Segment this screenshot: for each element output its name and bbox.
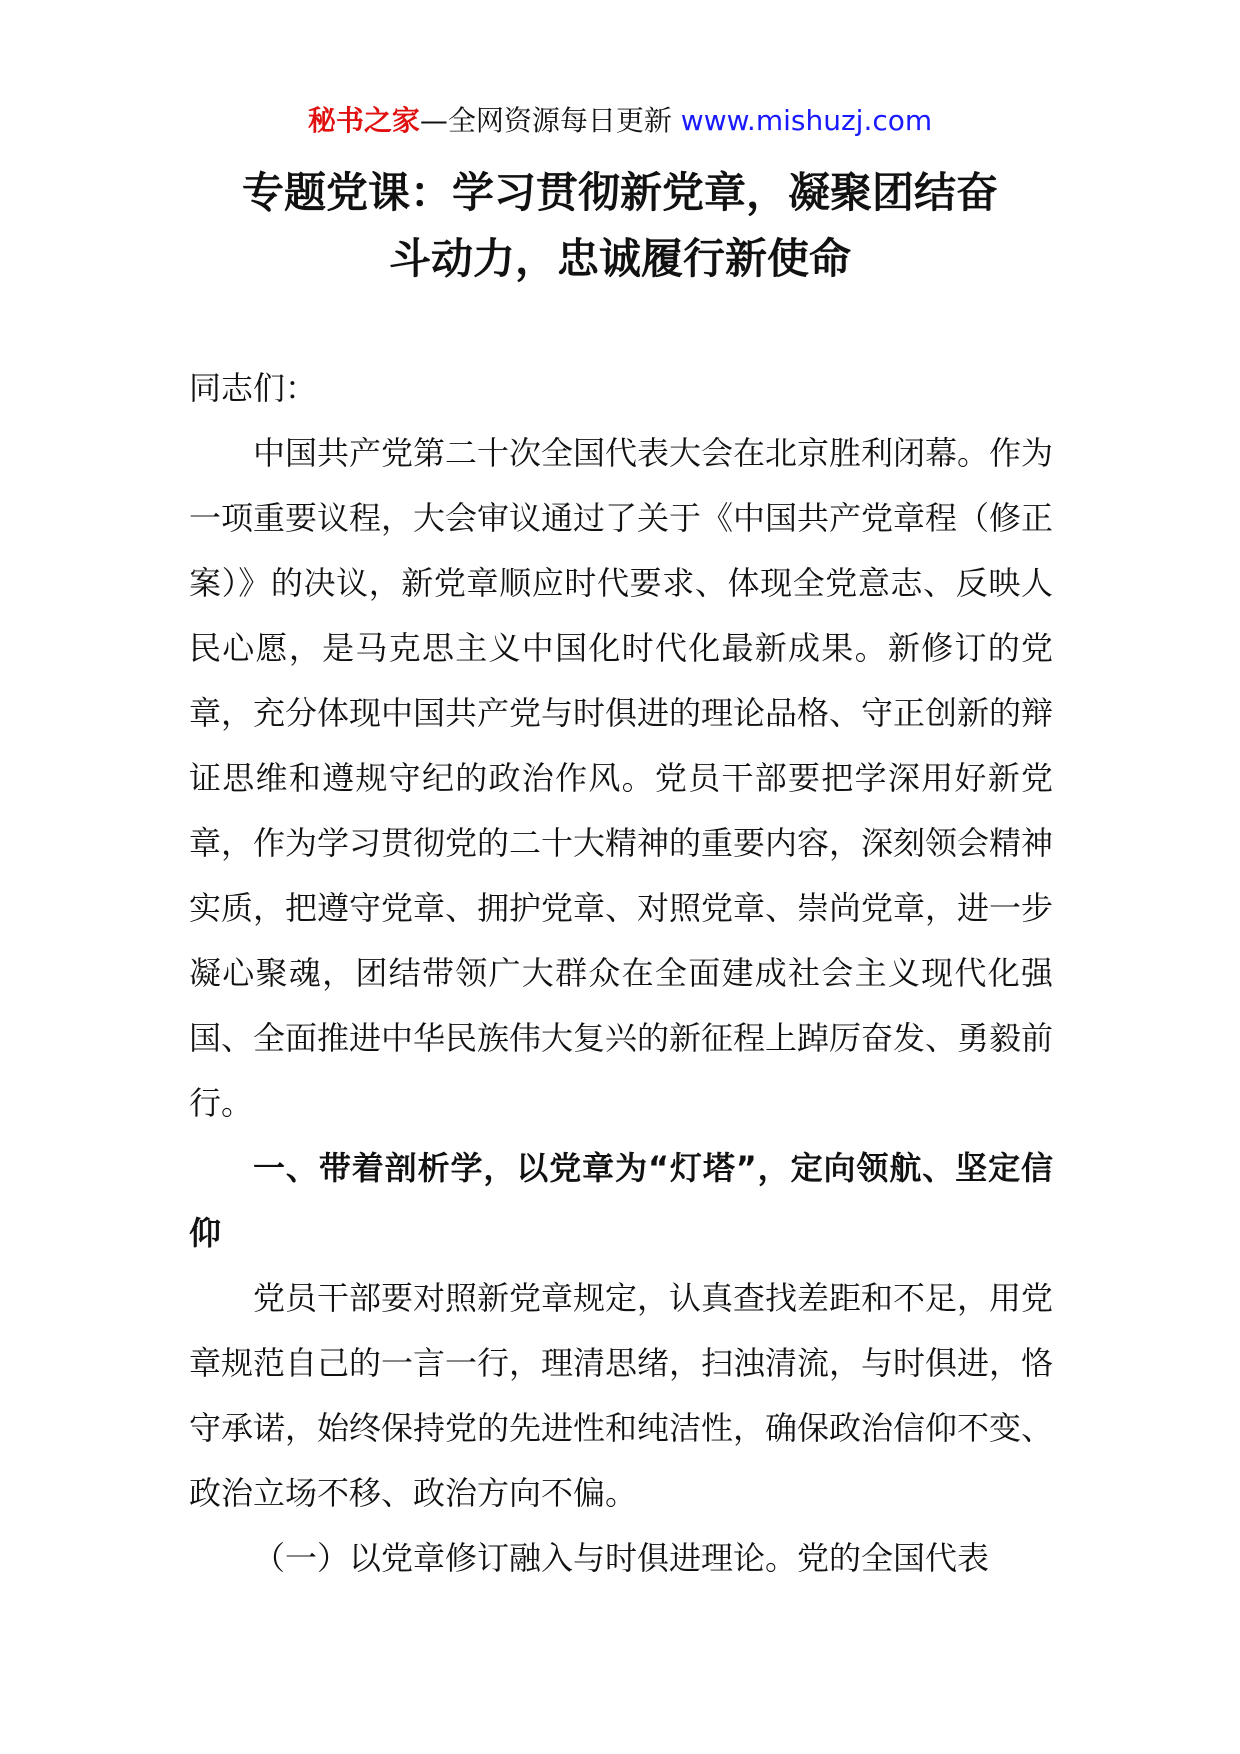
site-brand: 秘书之家 (307, 104, 420, 137)
document-title (190, 160, 1050, 292)
site-url-link[interactable]: www.mishuzj.com (680, 104, 933, 137)
section-heading: 一、带着剖析学，以党章为“灯塔”，定向领航、坚定信仰 (189, 1149, 1053, 1252)
document-title-line: 专题党课：学习贯彻新党章，凝聚团结奋 (241, 168, 998, 217)
site-tagline: —全网资源每日更新 (419, 104, 672, 137)
document-title-line: 斗动力，忠诚履行新使命 (388, 234, 851, 283)
document-body (189, 356, 1053, 1591)
salutation: 同志们： (189, 369, 318, 407)
subsection-paragraph: （一）以党章修订融入与时俱进理论。党的全国代表 (253, 1539, 990, 1577)
site-header (0, 101, 1240, 141)
body-paragraph: 党员干部要对照新党章规定，认真查找差距和不足，用党章规范自己的一言一行，理清思绪，扫浊清流，与时俱进，恪守承诺，始终保持党的先进性和纯洁性，确保政治信仰不变、政治立场不移、政治方向不偏。 (189, 1279, 1054, 1512)
body-paragraph: 中国共产党第二十次全国代表大会在北京胜利闭幕。作为一项重要议程，大会审议通过了关于《中国共产党章程（修正案）》的决议，新党章顺应时代要求、体现全党意志、反映人民心愿，是马克思主义中国化时代化最新成果。新修订的党章，充分体现中国共产党与时俱进的理论品格、守正创新的辩证思维和遵规守纪的政治作风。党员干部要把学深用好新党章，作为学习贯彻党的二十大精神的重要内容，深刻领会精神实质，把遵守党章、拥护党章、对照党章、崇尚党章，进一步凝心聚魂，团结带领广大群众在全面建成社会主义现代化强国、全面推进中华民族伟大复兴的新征程上踔厉奋发、勇毅前行。 (189, 434, 1054, 1122)
